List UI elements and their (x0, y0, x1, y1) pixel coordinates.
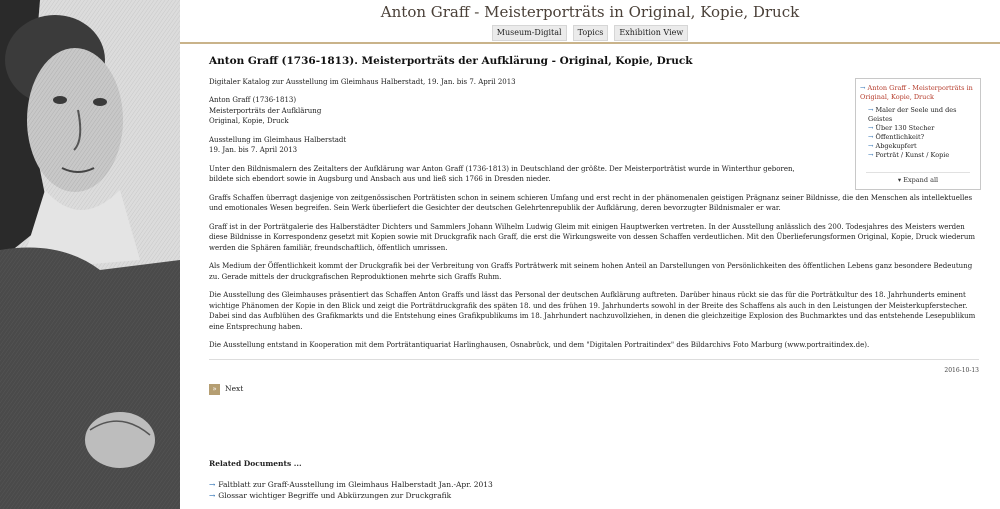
paragraph: Unter den Bildnismalern des Zeitalters der Aufklärung war Anton Graff (1736-1813) in Deutschland der größte. Der Meisterporträtist wurde in Winterthur geboren, bildete sich ebendort sowie in Augsburg und Ansbach aus und ließ sich 1766 in Dresden nieder. (209, 164, 795, 183)
expand-all-label[interactable]: Expand all (903, 176, 939, 184)
toc-sub-list (868, 106, 976, 160)
toc-box (855, 78, 981, 190)
arrow-right-icon: → (868, 151, 876, 159)
exhibition-info-block (209, 95, 799, 127)
venue-line: 19. Jan. bis 7. April 2013 (209, 146, 298, 154)
publish-date: 2016-10-13 (209, 359, 979, 377)
arrow-right-icon: → (209, 491, 216, 500)
site-header (180, 0, 1000, 44)
arrow-right-icon: → (860, 84, 868, 92)
site-title[interactable]: Anton Graff - Meisterporträts in Original, Kopie, Druck (380, 3, 800, 21)
page-title: Anton Graff (1736-1813). Meisterporträts der Aufklärung - Original, Kopie, Druck (209, 55, 693, 67)
arrow-right-icon: → (868, 142, 876, 150)
info-line: Original, Kopie, Druck (209, 117, 289, 125)
nav-museum-digital[interactable]: Museum-Digital (492, 25, 567, 41)
paragraph: Als Medium der Öffentlichkeit kommt der Druckgrafik bei der Verbreitung von Graffs Porträtwerk mit seinem hohen Anteil an Darstellungen von Persönlichkeiten des öffentlichen Lebens ganz besondere Bedeutung zu. Gerade mittels der druckgrafischen Reproduktionen mehrte sich Graffs Ruhm. (209, 262, 973, 281)
related-item-label[interactable]: Faltblatt zur Graff-Ausstellung im Gleimhaus Halberstadt Jan.-Apr. 2013 (218, 480, 493, 489)
related-documents-title: Related Documents ... (209, 459, 302, 468)
related-documents-list (209, 479, 493, 501)
toc-item-label[interactable]: Öffentlichkeit? (875, 133, 925, 141)
next-label[interactable]: Next (225, 383, 244, 393)
toc-divider (866, 172, 970, 173)
venue-line: Ausstellung im Gleimhaus Halberstadt (209, 135, 347, 144)
toc-item-label[interactable]: Maler der Seele und des Geistes (868, 106, 957, 123)
arrow-right-icon: → (868, 106, 876, 114)
toc-item[interactable] (868, 124, 976, 133)
nav-topics[interactable]: Topics (573, 25, 609, 41)
arrow-right-icon: → (209, 480, 216, 489)
main-nav (180, 25, 1000, 41)
related-item-label[interactable]: Glossar wichtiger Begriffe und Abkürzungen zur Druckgrafik (218, 491, 452, 500)
toc-item[interactable] (868, 142, 976, 151)
next-arrow-icon[interactable]: » (209, 384, 220, 395)
nav-exhibition-view[interactable]: Exhibition View (614, 25, 688, 41)
info-line: Anton Graff (1736-1813) (209, 96, 297, 104)
toc-item-label[interactable]: Porträt / Kunst / Kopie (875, 151, 950, 159)
toc-item[interactable] (868, 133, 976, 142)
portrait-engraving (0, 0, 180, 509)
expand-all-link[interactable] (856, 176, 980, 185)
toc-active-item[interactable] (860, 84, 975, 102)
paragraph: Die Ausstellung entstand in Kooperation mit dem Porträtantiquariat Harlinghausen, Osnabrück, und dem "Digitalen Portraitindex" des Bildarchivs Foto Marburg (www.portraitindex.de). (209, 341, 870, 349)
next-link[interactable] (209, 382, 979, 396)
related-item[interactable] (209, 490, 493, 501)
info-line: Meisterporträts der Aufklärung (209, 106, 322, 115)
related-item[interactable] (209, 479, 493, 490)
toc-item[interactable] (868, 151, 976, 160)
toc-item[interactable] (868, 106, 976, 124)
arrow-right-icon: → (868, 124, 876, 132)
subtitle: Digitaler Katalog zur Ausstellung im Gleimhaus Halberstadt, 19. Jan. bis 7. April 2013 (209, 77, 516, 86)
caret-down-icon: ▾ (897, 176, 904, 184)
paragraph: Die Ausstellung des Gleimhauses präsentiert das Schaffen Anton Graffs und lässt das Personal der deutschen Aufklärung auftreten. Darüber hinaus rückt sie das für die Porträtkultur des 18. Jahrhunderts eminent wichtige Phänomen der Kopie in den Blick und zeigt die Porträtdruckgrafik des späten 18. und des frühen 19. Jahrhunderts sowohl in der Breite des Schaffens als auch in den Leistungen der Meisterkupferstecher. Dabei sind das Aufblühen des Grafikmarkts und die Entstehung eines Grafikpublikums im 18. Jahrhundert nachzuvollziehen, in denen die gleichzeitige Explosion des Buchmarktes und das entstehende Lesepublikum eine Entsprechung haben. (209, 291, 976, 331)
toc-item-label[interactable]: Über 130 Stecher (875, 124, 935, 132)
toc-active-label[interactable]: Anton Graff - Meisterporträts in Original, Kopie, Druck (860, 84, 973, 101)
portrait-image (0, 0, 180, 509)
arrow-right-icon: → (868, 133, 876, 141)
toc-item-label[interactable]: Abgekupfert (875, 142, 917, 150)
paragraph: Graff ist in der Porträtgalerie des Halberstädter Dichters und Sammlers Johann Wilhelm Ludwig Gleim mit einigen Hauptwerken vertreten. In der Ausstellung anlässlich des 200. Todesjahres des Meisters werden diese Bildnisse in Korrespondenz gesetzt mit Kopien sowie mit Druckgrafik nach Graff, die erst die Wirkungsweite von dessen Schaffen verdeutlichen. Mit den Überlieferungsformen Original, Kopie, Druck wiederum werden die Sphären familiär, freundschaftlich, öffentlich umrissen. (209, 222, 976, 252)
venue-info-block (209, 135, 799, 156)
paragraph: Graffs Schaffen überragt dasjenige von zeitgenössischen Porträtisten schon in seinem schieren Umfang und erst recht in der phänomenalen geistigen Prägnanz seiner Bildnisse, die den Menschen als intellektuelles und emotionales Wesen begreifen. Sein Werk überliefert die Gesichter der deutschen Gelehrtenrepublik der Aufklärung, deren bevorzugter Bildnismaler er war. (209, 193, 973, 212)
